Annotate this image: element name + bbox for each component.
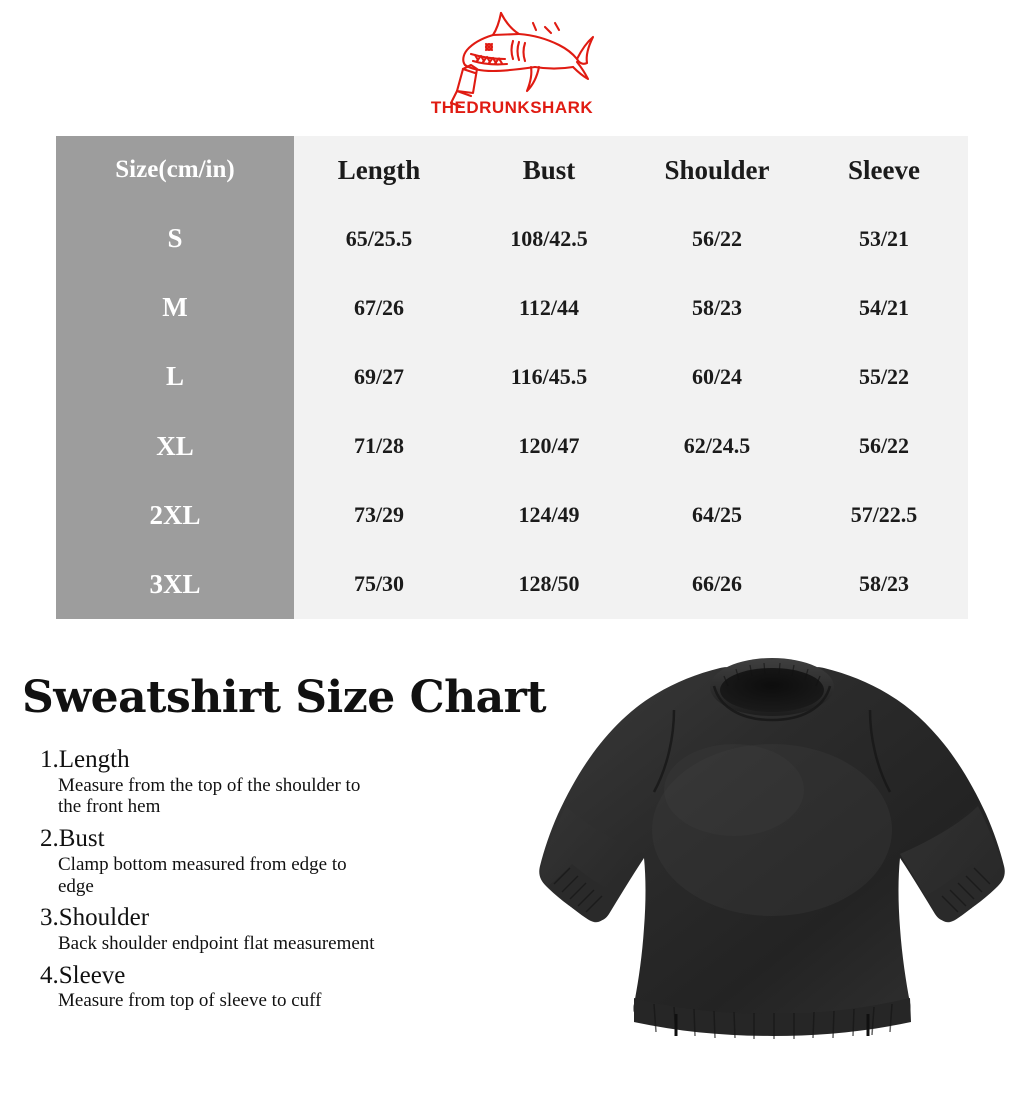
cell-shoulder: 66/26 <box>634 550 800 619</box>
cell-shoulder: 64/25 <box>634 481 800 550</box>
measurement-notes <box>40 745 560 1018</box>
cell-length: 73/29 <box>294 481 464 550</box>
cell-bust: 120/47 <box>464 411 634 480</box>
brand-logo <box>0 0 1024 125</box>
note-item <box>40 745 560 818</box>
table-header-size: Size(cm/in) <box>56 136 294 204</box>
note-desc: Measure from the top of the shoulder to the front hem <box>58 774 361 818</box>
cell-size: M <box>56 273 294 342</box>
note-desc: Clamp bottom measured from edge to edge <box>58 853 347 897</box>
note-title: 3.Shoulder <box>40 904 150 932</box>
cell-shoulder: 58/23 <box>634 273 800 342</box>
cell-bust: 128/50 <box>464 550 634 619</box>
cell-sleeve: 54/21 <box>800 273 968 342</box>
brand-name: THEDRUNKSHARK <box>430 98 594 117</box>
table-row <box>56 550 968 619</box>
sweatshirt-image <box>524 640 1014 1103</box>
cell-size: XL <box>56 411 294 480</box>
cell-sleeve: 56/22 <box>800 411 968 480</box>
page-title: Sweatshirt Size Chart <box>22 672 547 723</box>
cell-sleeve: 58/23 <box>800 550 968 619</box>
cell-shoulder: 56/22 <box>634 204 800 273</box>
table-header-row <box>56 136 968 204</box>
table-header-shoulder: Shoulder <box>634 136 800 204</box>
cell-bust: 112/44 <box>464 273 634 342</box>
table-header-sleeve: Sleeve <box>800 136 968 204</box>
note-title: 2.Bust <box>40 825 105 853</box>
cell-size: 3XL <box>56 550 294 619</box>
note-item <box>40 824 560 897</box>
cell-length: 75/30 <box>294 550 464 619</box>
cell-size: S <box>56 204 294 273</box>
note-desc: Back shoulder endpoint flat measurement <box>58 932 375 954</box>
table-row <box>56 342 968 411</box>
cell-shoulder: 62/24.5 <box>634 411 800 480</box>
cell-length: 71/28 <box>294 411 464 480</box>
table-row <box>56 204 968 273</box>
size-table <box>56 136 968 619</box>
size-table-container <box>56 136 968 619</box>
table-row <box>56 273 968 342</box>
note-desc: Measure from top of sleeve to cuff <box>58 990 322 1012</box>
cell-sleeve: 57/22.5 <box>800 481 968 550</box>
note-item <box>40 903 560 954</box>
cell-size: 2XL <box>56 481 294 550</box>
note-item <box>40 961 560 1012</box>
garment-neck-opening <box>720 668 824 712</box>
cell-size: L <box>56 342 294 411</box>
cell-length: 67/26 <box>294 273 464 342</box>
cell-bust: 108/42.5 <box>464 204 634 273</box>
cell-bust: 116/45.5 <box>464 342 634 411</box>
table-header-length: Length <box>294 136 464 204</box>
black-sweatshirt-illustration <box>524 640 1014 1103</box>
cell-bust: 124/49 <box>464 481 634 550</box>
note-title: 4.Sleeve <box>40 961 126 989</box>
bottom-section <box>0 640 1024 1103</box>
cell-sleeve: 55/22 <box>800 342 968 411</box>
cell-length: 69/27 <box>294 342 464 411</box>
table-row <box>56 411 968 480</box>
table-row <box>56 481 968 550</box>
note-title: 1.Length <box>40 746 130 773</box>
cell-shoulder: 60/24 <box>634 342 800 411</box>
cell-sleeve: 53/21 <box>800 204 968 273</box>
cell-length: 65/25.5 <box>294 204 464 273</box>
table-header-bust: Bust <box>464 136 634 204</box>
